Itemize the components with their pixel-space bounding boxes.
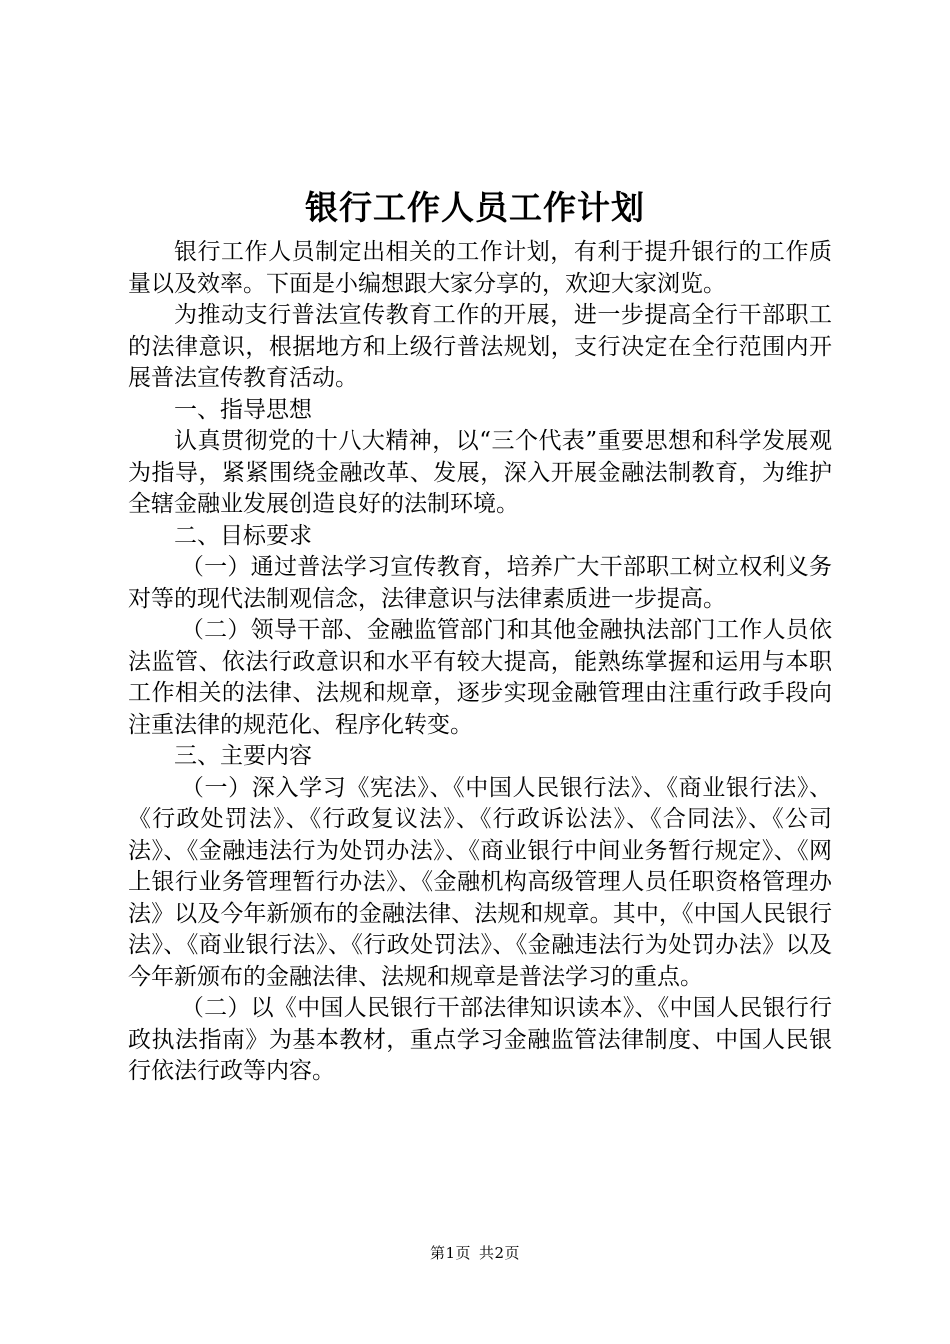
page-number-current: 第1页 xyxy=(429,1244,471,1262)
purpose-paragraph: 为推动支行普法宣传教育工作的开展，进一步提高全行干部职工的法律意识，根据地方和上级行普法规划，支行决定在全行范围内开展普法宣传教育活动。 xyxy=(128,302,832,391)
content-item-1: （一）深入学习《宪法》、《中国人民银行法》、《商业银行法》、《行政处罚法》、《行政复议法》、《行政诉讼法》、《合同法》、《公司法》、《金融违法行为处罚办法》、《商业银行中间业务暂行规定》、《网上银行业务管理暂行办法》、《金融机构高级管理人员任职资格管理办法》以及今年新颁布的金融法律、法规和规章。其中，《中国人民银行法》、《商业银行法》、《行政处罚法》、《金融违法行为处罚办法》以及今年新颁布的金融法律、法规和规章是普法学习的重点。 xyxy=(128,774,832,990)
page-number-total: 共2页 xyxy=(479,1244,521,1262)
page-footer xyxy=(0,1243,950,1263)
document-body xyxy=(128,237,832,1088)
objective-item-1: （一）通过普法学习宣传教育，培养广大干部职工树立权利义务对等的现代法制观信念，法律意识与法律素质进一步提高。 xyxy=(128,554,832,612)
document-title: 银行工作人员工作计划 xyxy=(305,188,645,227)
objective-item-2: （二）领导干部、金融监管部门和其他金融执法部门工作人员依法监管、依法行政意识和水平有较大提高，能熟练掌握和运用与本职工作相关的法律、法规和规章，逐步实现金融管理由注重行政手段向注重法律的规范化、程序化转变。 xyxy=(128,617,832,738)
section-heading-main-content: 三、主要内容 xyxy=(174,743,312,769)
section-heading-objectives: 二、目标要求 xyxy=(174,522,312,549)
intro-paragraph: 银行工作人员制定出相关的工作计划，有利于提升银行的工作质量以及效率。下面是小编想跟大家分享的，欢迎大家浏览。 xyxy=(128,239,832,297)
section-text-guiding-ideology: 认真贯彻党的十八大精神，以“三个代表”重要思想和科学发展观为指导，紧紧围绕金融改革、发展，深入开展金融法制教育，为维护全辖金融业发展创造良好的法制环境。 xyxy=(128,428,832,517)
section-heading-guiding-ideology: 一、指导思想 xyxy=(174,396,312,423)
content-item-2: （二）以《中国人民银行干部法律知识读本》、《中国人民银行行政执法指南》为基本教材，重点学习金融监管法律制度、中国人民银行依法行政等内容。 xyxy=(128,995,832,1084)
